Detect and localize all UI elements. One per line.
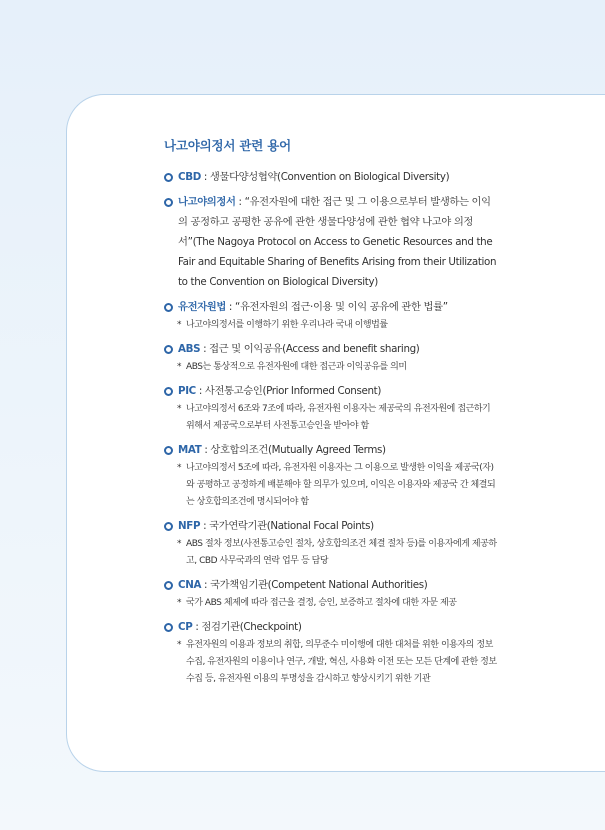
term-abbr: ABS xyxy=(178,343,201,355)
note-text: 나고야의정서를 이행하기 위한 우리나라 국내 이행법률 xyxy=(186,320,388,330)
term-separator: : xyxy=(192,621,202,633)
note-marker: * xyxy=(177,362,182,372)
term-desc: 상호합의조건(Mutually Agreed Terms) xyxy=(210,444,386,456)
circle-bullet-icon xyxy=(164,198,173,207)
term-desc: 사전통고승인(Prior Informed Consent) xyxy=(204,385,381,397)
term-separator: : xyxy=(200,343,210,355)
term-note xyxy=(164,595,500,612)
note-text: 나고야의정서 6조와 7조에 따라, 유전자원 이용자는 제공국의 유전자원에 접근하기 위해서 제공국으로부터 사전통고승인을 받아야 함 xyxy=(186,404,491,431)
term-desc: 국가연락기관(National Focal Points) xyxy=(209,520,374,532)
term-item xyxy=(164,575,500,612)
note-marker: * xyxy=(177,320,182,330)
term-abbr: CNA xyxy=(178,579,202,591)
term-abbr: CP xyxy=(178,621,193,633)
term-note xyxy=(164,460,500,511)
circle-bullet-icon xyxy=(164,623,173,632)
term-desc: 생물다양성협약(Convention on Biological Diversity) xyxy=(209,171,450,183)
term-separator: : xyxy=(195,385,205,397)
term-abbr: PIC xyxy=(178,385,196,397)
term-item xyxy=(164,339,500,376)
term-abbr: MAT xyxy=(178,444,202,456)
note-text: 국가 ABS 체제에 따라 접근을 결정, 승인, 보증하고 절차에 대한 자문 제공 xyxy=(186,598,457,608)
term-separator: : xyxy=(201,444,211,456)
term-note xyxy=(164,637,500,688)
term-abbr: 유전자원법 xyxy=(178,301,226,313)
glossary xyxy=(164,136,500,693)
term-separator: : xyxy=(225,301,235,313)
term-note xyxy=(164,317,500,334)
term-desc: 점검기관(Checkpoint) xyxy=(201,621,302,633)
term-separator: : xyxy=(200,520,210,532)
circle-bullet-icon xyxy=(164,387,173,396)
note-marker: * xyxy=(177,463,182,473)
page-title: 나고야의정서 관련 용어 xyxy=(164,138,292,153)
term-abbr: NFP xyxy=(178,520,201,532)
term-note xyxy=(164,536,500,570)
term-note xyxy=(164,359,500,376)
circle-bullet-icon xyxy=(164,581,173,590)
term-item xyxy=(164,167,500,187)
term-note xyxy=(164,401,500,435)
circle-bullet-icon xyxy=(164,303,173,312)
term-desc: 국가책임기관(Competent National Authorities) xyxy=(210,579,428,591)
circle-bullet-icon xyxy=(164,522,173,531)
term-desc: 접근 및 이익공유(Access and benefit sharing) xyxy=(209,343,420,355)
term-separator: : xyxy=(235,196,245,208)
note-text: 나고야의정서 5조에 따라, 유전자원 이용자는 그 이용으로 발생한 이익을 제공국(자)와 공평하고 공정하게 배분해야 할 의무가 있으며, 이익은 이용자와 제공국 간 체결되는 상호합의조건에 명시되어야 함 xyxy=(186,463,496,507)
term-separator: : xyxy=(201,579,211,591)
term-item xyxy=(164,516,500,570)
note-text: ABS는 통상적으로 유전자원에 대한 접근과 이익공유를 의미 xyxy=(186,362,407,372)
term-item xyxy=(164,440,500,511)
term-item xyxy=(164,381,500,435)
note-marker: * xyxy=(177,539,182,549)
term-desc: “유전자원에 대한 접근 및 그 이용으로부터 발생하는 이익의 공정하고 공평한 공유에 관한 생물다양성에 관한 협약 나고야 의정서”(The Nagoya Protocol on Access to Genetic Resources and the Fair and Equitable Sharing of Benefits Arising from their Utilization to the Convention on Biological Diversity) xyxy=(178,196,497,288)
circle-bullet-icon xyxy=(164,446,173,455)
term-abbr: CBD xyxy=(178,171,201,183)
note-marker: * xyxy=(177,404,182,414)
circle-bullet-icon xyxy=(164,173,173,182)
term-item xyxy=(164,192,500,292)
term-item xyxy=(164,297,500,334)
term-separator: : xyxy=(200,171,210,183)
note-text: ABS 절차 정보(사전통고승인 절차, 상호합의조건 체결 절차 등)를 이용자에게 제공하고, CBD 사무국과의 연락 업무 등 담당 xyxy=(186,539,497,566)
term-item xyxy=(164,617,500,688)
note-marker: * xyxy=(177,640,182,650)
note-marker: * xyxy=(177,598,182,608)
term-abbr: 나고야의정서 xyxy=(178,196,236,208)
circle-bullet-icon xyxy=(164,345,173,354)
term-desc: “유전자원의 접근·이용 및 이익 공유에 관한 법률” xyxy=(234,301,448,313)
note-text: 유전자원의 이용과 정보의 취합, 의무준수 미이행에 대한 대처를 위한 이용자의 정보수집, 유전자원의 이용이나 연구, 개발, 혁신, 사용화 이전 또는 모든 단계에 관한 정보 수집 등, 유전자원 이용의 투명성을 감시하고 향상시키기 위한 기관 xyxy=(186,640,497,684)
